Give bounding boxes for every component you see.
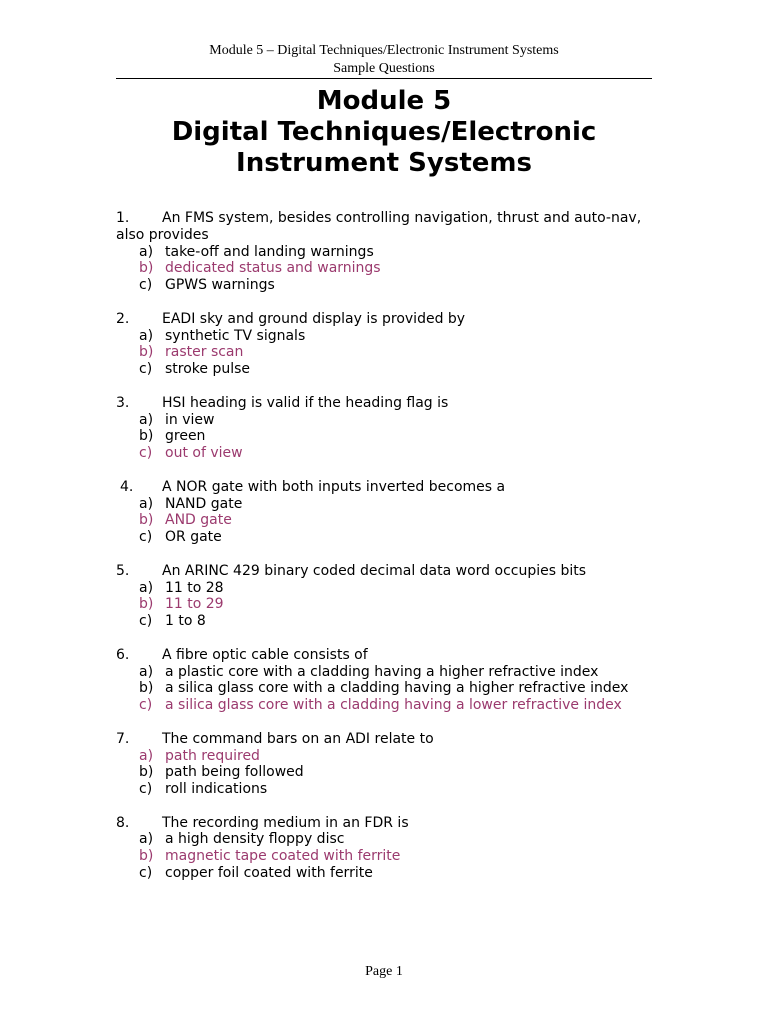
answer-option <box>116 277 656 294</box>
option-text: magnetic tape coated with ferrite <box>165 848 401 865</box>
option-list <box>116 328 656 378</box>
option-list <box>116 748 656 798</box>
question-text: A fibre optic cable consists of <box>162 646 368 663</box>
option-list <box>116 412 656 462</box>
answer-option <box>116 412 656 429</box>
header-line-2: Sample Questions <box>333 61 435 76</box>
answer-option <box>116 781 656 798</box>
option-text: synthetic TV signals <box>165 327 306 344</box>
running-header <box>116 42 652 78</box>
option-text: 11 to 28 <box>165 579 224 596</box>
option-letter: c) <box>139 781 153 798</box>
answer-option <box>116 613 656 630</box>
option-text: 11 to 29 <box>165 596 224 613</box>
title-line-3: Instrument Systems <box>236 148 532 178</box>
question-stem <box>116 479 656 496</box>
question-list <box>116 210 656 899</box>
question-item <box>116 815 656 882</box>
answer-option <box>116 680 656 697</box>
question-item <box>116 479 656 546</box>
option-text: path required <box>165 747 260 764</box>
answer-option <box>116 496 656 513</box>
question-item <box>116 731 656 798</box>
option-letter: c) <box>139 865 153 882</box>
option-letter: b) <box>139 428 154 445</box>
option-letter: b) <box>139 512 154 529</box>
option-letter: c) <box>139 277 153 294</box>
option-text: copper foil coated with ferrite <box>165 865 373 882</box>
option-list <box>116 831 656 881</box>
header-line-1: Module 5 – Digital Techniques/Electronic Instrument Systems <box>209 43 559 58</box>
answer-option-correct <box>116 596 656 613</box>
option-letter: c) <box>139 613 153 630</box>
option-letter: b) <box>139 848 154 865</box>
answer-option <box>116 361 656 378</box>
answer-option <box>116 831 656 848</box>
question-text: A NOR gate with both inputs inverted becomes a <box>162 478 506 495</box>
page-title <box>100 86 668 179</box>
question-number: 1. <box>116 210 130 226</box>
question-stem <box>116 311 656 328</box>
option-text: a silica glass core with a cladding having a lower refractive index <box>165 697 622 714</box>
page-footer <box>0 963 768 981</box>
question-item <box>116 311 656 378</box>
option-letter: c) <box>139 361 153 378</box>
question-number: 3. <box>116 394 130 411</box>
option-letter: a) <box>139 495 154 512</box>
option-text: AND gate <box>165 512 232 529</box>
option-letter: b) <box>139 764 154 781</box>
question-text: The command bars on an ADI relate to <box>162 730 434 747</box>
answer-option-correct <box>116 748 656 765</box>
option-letter: a) <box>139 747 154 764</box>
answer-option-correct <box>116 848 656 865</box>
option-text: a silica glass core with a cladding having a higher refractive index <box>165 680 629 697</box>
question-item <box>116 210 656 294</box>
question-stem <box>116 210 656 244</box>
option-text: stroke pulse <box>165 361 251 378</box>
question-text: HSI heading is valid if the heading flag is <box>162 394 449 411</box>
question-text: An ARINC 429 binary coded decimal data word occupies bits <box>162 562 587 579</box>
option-text: a plastic core with a cladding having a higher refractive index <box>165 663 599 680</box>
answer-option <box>116 580 656 597</box>
option-letter: b) <box>139 680 154 697</box>
option-list <box>116 664 656 714</box>
title-line-1: Module 5 <box>316 86 452 116</box>
option-letter: b) <box>139 260 154 277</box>
option-letter: a) <box>139 327 154 344</box>
option-text: raster scan <box>165 344 244 361</box>
answer-option <box>116 328 656 345</box>
option-letter: b) <box>139 596 154 613</box>
question-item <box>116 563 656 630</box>
option-text: dedicated status and warnings <box>165 260 381 277</box>
question-stem <box>116 563 656 580</box>
question-text: EADI sky and ground display is provided by <box>162 310 466 327</box>
option-letter: a) <box>139 831 154 848</box>
question-stem <box>116 731 656 748</box>
answer-option-correct <box>116 697 656 714</box>
option-text: green <box>165 428 206 445</box>
question-number: 4. <box>120 478 134 495</box>
answer-option-correct <box>116 344 656 361</box>
option-text: take-off and landing warnings <box>165 243 374 260</box>
question-number: 2. <box>116 310 130 327</box>
option-text: 1 to 8 <box>165 613 206 630</box>
option-text: path being followed <box>165 764 304 781</box>
option-list <box>116 244 656 294</box>
option-letter: c) <box>139 529 153 546</box>
question-stem <box>116 815 656 832</box>
answer-option <box>116 244 656 261</box>
question-stem <box>116 647 656 664</box>
question-item <box>116 395 656 462</box>
answer-option-correct <box>116 445 656 462</box>
question-text: The recording medium in an FDR is <box>162 814 409 831</box>
option-text: in view <box>165 411 215 428</box>
option-letter: a) <box>139 243 154 260</box>
option-list <box>116 496 656 546</box>
page-number: Page 1 <box>365 964 403 979</box>
answer-option <box>116 865 656 882</box>
option-text: NAND gate <box>165 495 243 512</box>
header-divider <box>116 78 652 79</box>
option-text: roll indications <box>165 781 268 798</box>
answer-option <box>116 529 656 546</box>
option-letter: b) <box>139 344 154 361</box>
option-letter: a) <box>139 411 154 428</box>
option-letter: a) <box>139 579 154 596</box>
option-text: out of view <box>165 445 243 462</box>
question-stem <box>116 395 656 412</box>
question-text: An FMS system, besides controlling navigation, thrust and auto-nav, also provides <box>116 210 642 243</box>
question-item <box>116 647 656 714</box>
option-letter: c) <box>139 697 153 714</box>
answer-option-correct <box>116 512 656 529</box>
title-line-2: Digital Techniques/Electronic <box>171 117 597 147</box>
option-text: GPWS warnings <box>165 277 275 294</box>
question-number: 6. <box>116 646 130 663</box>
answer-option-correct <box>116 260 656 277</box>
answer-option <box>116 664 656 681</box>
question-number: 8. <box>116 814 130 831</box>
option-letter: c) <box>139 445 153 462</box>
answer-option <box>116 764 656 781</box>
option-text: a high density floppy disc <box>165 831 345 848</box>
question-number: 5. <box>116 562 130 579</box>
question-number: 7. <box>116 730 130 747</box>
option-letter: a) <box>139 663 154 680</box>
option-list <box>116 580 656 630</box>
answer-option <box>116 428 656 445</box>
option-text: OR gate <box>165 529 222 546</box>
